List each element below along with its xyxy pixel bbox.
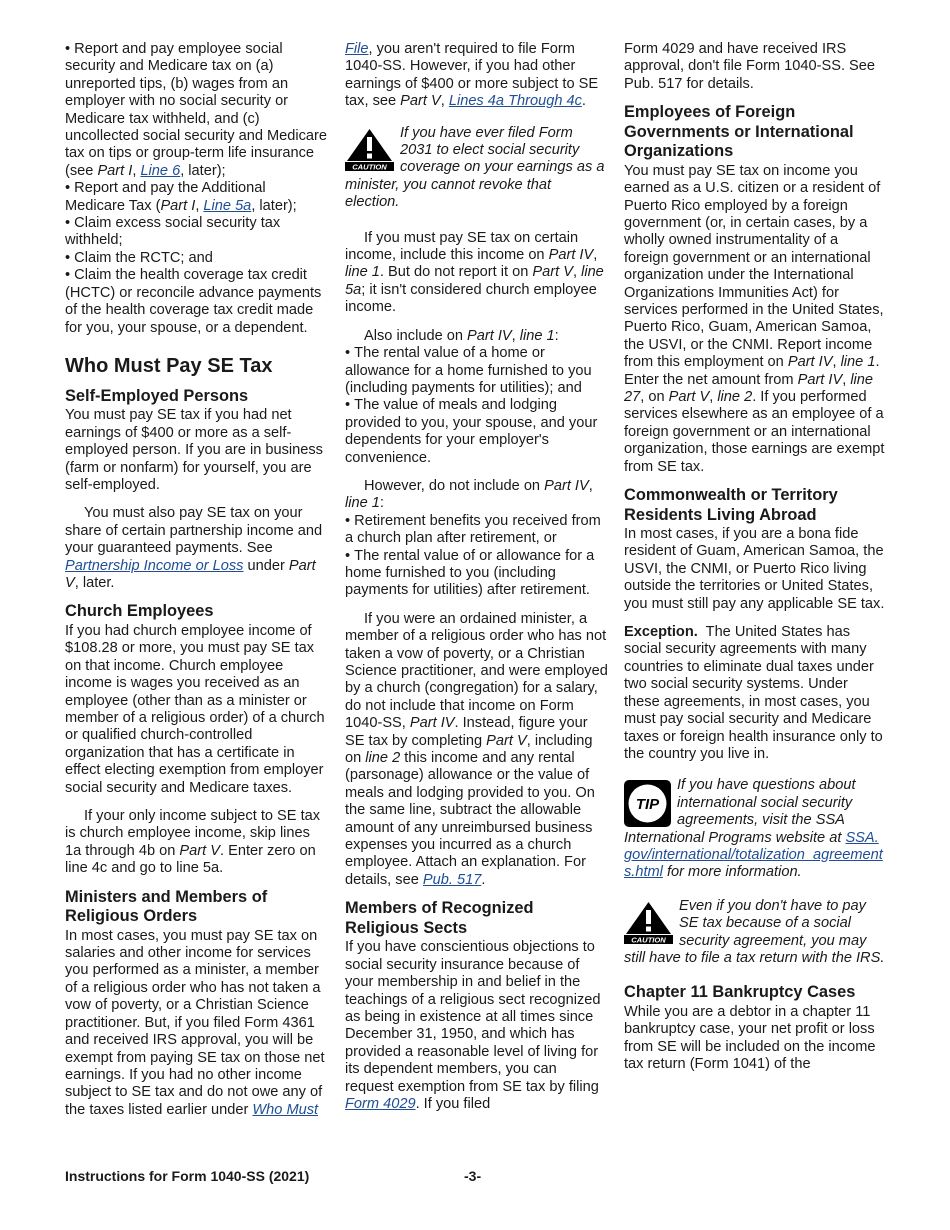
para-church-employees: If you had church employee income of $108.28 or more, you must pay SE tax on that income. Church employee income is wages you received as an employee (other than as a minister or member of a religious order) of a church or qualified church-controlled organization that has a certificate in effect electing exemption from employer social security and Medicare taxes.: [65, 622, 325, 796]
para-partnership: You must also pay SE tax on your share of certain partnership income and your guaranteed payments. See Partnership Income or Loss under Part V, later.: [65, 505, 323, 592]
form-4029-link[interactable]: Form 4029: [345, 1095, 416, 1112]
para-religious-sects: If you have conscientious objections to social security insurance because of your membership in and belief in the teachings of a religious sect recognized as being in existence at all times since December 31, 1950, and which has provided a reasonable level of living for its dependent members, you can request exemption from SE tax by filing Form 4029. If you filed: [345, 939, 601, 1112]
bullet-meals-lodging: • The value of meals and lodging provided to you, your spouse, and your dependents for your employer's convenience.: [345, 397, 608, 467]
caution-icon: [345, 128, 394, 171]
para-ordained-minister: If you were an ordained minister, a member of a religious order who has not taken a vow of poverty, or a Christian Science practitioner, and were employed by a church (congregation) for a salary, do not include that income on Form 1040-SS, Part IV. Instead, figure your SE tax by completing Part V, including on line 2 this income and any rental (parsonage) allowance or the value of meals and lodging provided to you. On the same line, subtract the allowable amount of any unreimbursed business expenses you incurred as a church employee. Attach an explanation. For details, see Pub. 517.: [345, 610, 608, 888]
para-ministers: In most cases, you must pay SE tax on salaries and other income for services you performed as a minister, a member of a religious order who has not taken a vow of poverty, or a Christian Science practitioner. But, if you filed Form 4361 and received IRS approval, you will be exempt from paying SE tax on those net earnings. If you had no other income subject to SE tax and do not owe any of the taxes listed earlier under Who Must: [65, 927, 325, 1118]
footer-page-number: -3-: [464, 1168, 482, 1184]
column-1: [65, 41, 327, 1119]
heading-chapter-11: Chapter 11 Bankruptcy Cases: [624, 983, 856, 1002]
column-2: [345, 41, 608, 1113]
caution-callout-2031: CAUTION If you have ever filed Form 2031 to elect social security coverage on your earnings as a minister, you cannot revoke that election.: [345, 124, 605, 211]
heading-self-employed: Self-Employed Persons: [65, 386, 249, 405]
caution-callout-agreement: CAUTION Even if you don't have to pay SE tax because of a social security agreement, you may still have to file a tax return with the IRS.: [624, 897, 885, 966]
bullet-rental-after-retirement: • The rental value of or allowance for a home furnished to you (including payments for utilities) after retirement.: [345, 548, 608, 600]
caution-icon-label: CAUTION: [352, 162, 387, 171]
bullet-rctc: • Claim the RCTC; and: [65, 250, 327, 267]
tip-callout: TIP If you have questions about international social security agreements, visit the SSA International Programs website at SSA.gov/international/totalization_agreements.html for more information.: [624, 777, 883, 881]
line-6-link[interactable]: Line 6: [140, 162, 181, 179]
heading-religious-sects: Members of Recognized Religious Sects: [345, 899, 534, 937]
para-certain-income: If you must pay SE tax on certain income, include this income on Part IV, line 1. But do not report it on Part V, line 5a; it isn't considered church employee income.: [345, 229, 604, 316]
bullet-retirement: • Retirement benefits you received from a church plan after retirement, or: [345, 513, 608, 548]
para-commonwealth: In most cases, if you are a bona fide resident of Guam, American Samoa, the USVI, the CNMI, or Puerto Rico living outside the territories or United States, you must still pay any applicable SE tax.: [624, 526, 885, 612]
lines-4a-4c-link[interactable]: Lines 4a Through 4c: [448, 93, 582, 110]
bullet-excess-ss: • Claim excess social security tax withheld;: [65, 215, 327, 250]
bullet-rental-value: • The rental value of a home or allowance for a home furnished to you (including payments for utilities); and: [345, 345, 608, 397]
para-foreign-governments: You must pay SE tax on income you earned as a U.S. citizen or a resident of Puerto Rico employed by a foreign government (or, in certain cases, by a wholly owned instrumentality of a foreign government or an international organization under the International Organizations Immunities Act) for services performed in the United States, Puerto Rico, Guam, American Samoa, the USVI, or the CNMI. Report income from this employment on Part IV, line 1. Enter the net amount from Part IV, line 27, on Part V, line 2. If you performed services elsewhere as an employee of a foreign government or an international organization, those earnings are exempt from SE tax.: [624, 162, 885, 475]
pub-517-link[interactable]: Pub. 517: [422, 871, 482, 888]
para-self-employed: You must pay SE tax if you had net earnings of $400 or more as a self-employed person. If you are in business (farm or nonfarm) for yourself, you are self-employed.: [65, 407, 323, 494]
column-3: [624, 41, 886, 1074]
heading-church-employees: Church Employees: [65, 602, 214, 621]
para-continued: File, you aren't required to file Form 1040-SS. However, if you had other earnings of $400 or more subject to SE tax, see Part V, Lines 4a Through 4c.: [345, 41, 599, 110]
tip-icon-label: TIP: [635, 796, 660, 814]
heading-who-must-pay: Who Must Pay SE Tax: [65, 354, 273, 377]
para-also-include: Also include on Part IV, line 1:: [364, 327, 559, 344]
para-only-church-income: If your only income subject to SE tax is church employee income, skip lines 1a through 4b on Part V. Enter zero on line 4c and go to line 5a.: [65, 808, 321, 877]
heading-foreign-governments: Employees of Foreign Governments or International Organizations: [624, 103, 854, 161]
para-exception: Exception. The United States has social security agreements with many countries to eliminate dual taxes under two social security systems. Under these agreements, in most cases, you must pay social security and Medicare taxes or foreign health insurance only to the country you live in.: [624, 624, 883, 762]
who-must-file-link-cont[interactable]: File: [345, 41, 369, 57]
heading-commonwealth: Commonwealth or Territory Residents Living Abroad: [624, 486, 838, 524]
footer-form-title: Instructions for Form 1040-SS (2021): [65, 1168, 310, 1184]
ssa-totalization-link[interactable]: SSA.gov/international/totalization_agreements.html: [624, 829, 883, 881]
bullet-additional-medicare: • Report and pay the Additional Medicare Tax (Part I, Line 5a, later);: [65, 180, 327, 215]
who-must-file-link[interactable]: Who Must: [252, 1101, 319, 1118]
para-form-4029-cont: Form 4029 and have received IRS approval, don't file Form 1040-SS. See Pub. 517 for details.: [624, 41, 876, 92]
partnership-income-link[interactable]: Partnership Income or Loss: [65, 557, 244, 574]
caution-icon: [624, 901, 673, 944]
para-do-not-include: However, do not include on Part IV, line 1:: [345, 477, 593, 512]
bullet-hctc: • Claim the health coverage tax credit (HCTC) or reconcile advance payments of the health coverage tax credit made for you, your spouse, or a dependent.: [65, 267, 327, 337]
line-5a-link[interactable]: Line 5a: [203, 197, 252, 214]
heading-ministers: Ministers and Members of Religious Orders: [65, 887, 268, 926]
caution-icon-label-2: CAUTION: [631, 935, 666, 944]
bullet-report-pay: • Report and pay employee social security and Medicare tax on (a) unreported tips, (b) wages from an employer with no social security or Medicare tax withheld, and (c) uncollected social security and Medicare tax on tips or group-term life insurance (see Part I, Line 6, later);: [65, 41, 327, 180]
para-chapter-11: While you are a debtor in a chapter 11 bankruptcy case, your net profit or loss from SE will be included on the income tax return (Form 1041) of the: [624, 1003, 876, 1073]
tip-icon: [624, 780, 671, 827]
